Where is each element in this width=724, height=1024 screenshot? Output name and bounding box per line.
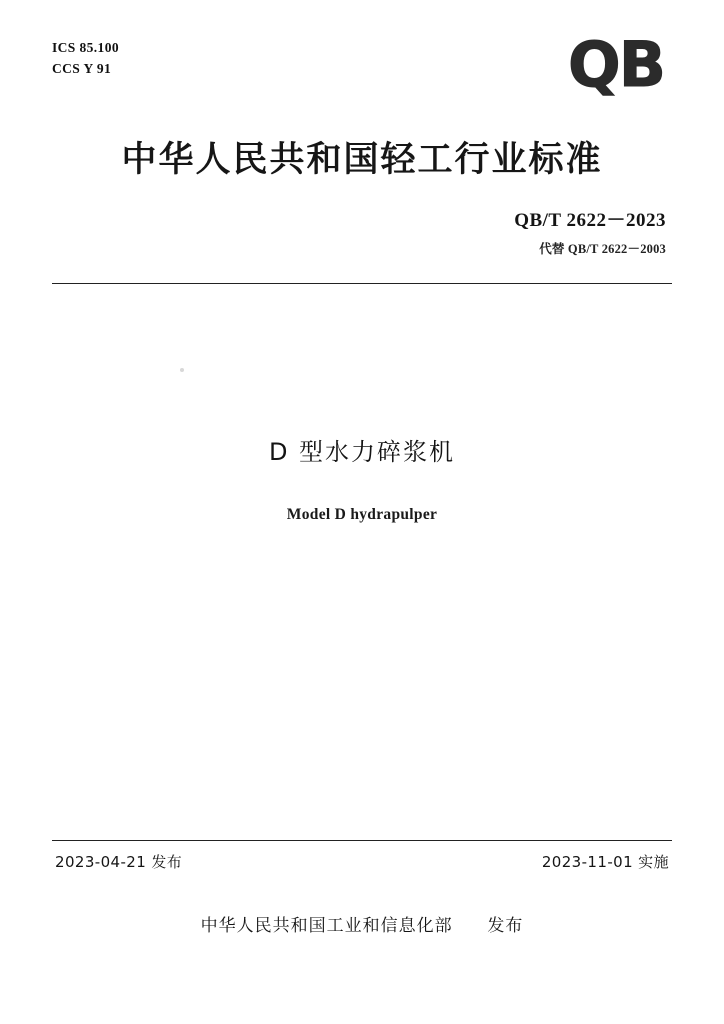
standard-number-block: [514, 205, 666, 257]
publisher-line: [0, 911, 724, 936]
standard-authority-title: 中华人民共和国轻工行业标准: [121, 140, 603, 180]
ics-classification-block: [52, 38, 119, 80]
divider-top: [52, 283, 672, 284]
publisher-name: 中华人民共和国工业和信息化部: [200, 916, 453, 936]
effective-date: 2023-11-01 实施: [541, 853, 669, 871]
standard-number: QB/T 2622－2023: [514, 210, 666, 231]
publish-label: 发布: [487, 916, 524, 936]
document-title-english: Model D hydrapulper: [286, 506, 438, 523]
document-title-chinese: D 型水力碎浆机: [268, 438, 456, 466]
ccs-number: CCS Y 91: [52, 60, 112, 76]
ics-number: ICS 85.100: [52, 40, 120, 55]
cover-header: [52, 28, 672, 124]
page-speck: [180, 368, 184, 372]
issue-date: 2023-04-21 发布: [55, 853, 183, 871]
qb-logo: QB: [568, 28, 664, 101]
standard-replaces: 代替 QB/T 2622－2003: [539, 242, 666, 256]
divider-bottom: [52, 840, 672, 841]
